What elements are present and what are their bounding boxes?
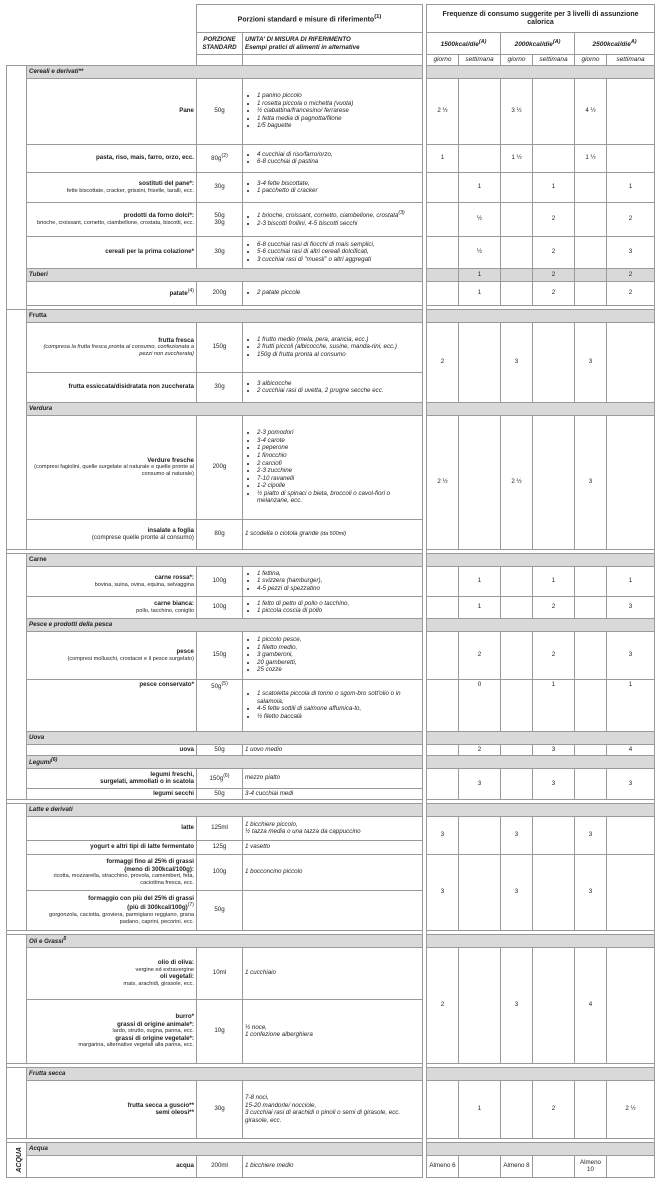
- list-item: • 1 fetta media di pagnotta/filone: [257, 115, 420, 123]
- kcal-2000-header: 2000kcal/die$^{(A)}$: [501, 33, 575, 55]
- freq-cell: 2: [607, 202, 655, 236]
- portions-header: Porzioni standard e misure di riferimento$^{(1)}$: [197, 5, 423, 33]
- freq-cell: 1: [459, 172, 501, 202]
- list-item: • 2 carciofi: [257, 460, 420, 468]
- frequency-header: Frequenze di consumo suggerite per 3 livelli di assunzione calorica: [427, 5, 655, 33]
- examples-acqua: 1 bicchiere medio: [243, 1155, 423, 1177]
- portion-frutta-fresca: 150g: [197, 322, 243, 372]
- examples-pesce-conservato: [243, 679, 423, 731]
- list-item: • 1/5 baguette: [257, 122, 420, 130]
- portion-pasta: $80g^{(2)}$: [197, 144, 243, 172]
- food-legumi-freschi: legumi freschi, surgelati, ammollati o in scatola: [27, 768, 197, 788]
- list-item: • 1 brioche, croissant, cornetto, ciambellone, crostata$^{(3)}$: [257, 210, 420, 220]
- portion-burro: 10g: [197, 999, 243, 1063]
- list-item: • 2 frutti piccoli (albicocche, susine, manda-rini, ecc.): [257, 343, 420, 351]
- portion-frutta-essiccata: 30g: [197, 372, 243, 402]
- portion-column-header: PORZIONE STANDARD: [197, 33, 243, 55]
- examples-sostituti: [243, 172, 423, 202]
- examples-burro: ½ noce, 1 confezione alberghiera: [243, 999, 423, 1063]
- food-olio: olio di oliva: vergine ed extravergine oli vegetali: mais, arachidi, girasole, ecc.: [27, 947, 197, 999]
- freq-cell: 0: [459, 679, 501, 731]
- portion-yogurt: 125g: [197, 840, 243, 854]
- food-carne-bianca: carne bianca: pollo, tacchino, coniglio: [27, 596, 197, 618]
- week-header: settimana: [607, 55, 655, 66]
- day-header: giorno: [427, 55, 459, 66]
- freq-cell: 2: [607, 281, 655, 305]
- food-carne-rossa: carne rossa*: bovina, suina, ovina, equina, selvaggina: [27, 566, 197, 596]
- section-oli: Oli e Grassi$^5$: [27, 934, 423, 947]
- food-yogurt: yogurt e altri tipi di latte fermentato: [27, 840, 197, 854]
- freq-cell: 3: [501, 854, 533, 930]
- freq-cell: 2: [533, 596, 575, 618]
- examples-frutta-fresca: [243, 322, 423, 372]
- food-pasta: pasta, riso, mais, farro, orzo, ecc.: [27, 144, 197, 172]
- portion-pesce-conservato: $50g^{(5)}$: [197, 679, 243, 731]
- group-label-cereals: [7, 65, 27, 309]
- list-item: • 1 frutto medio (mela, pera, arancia, ecc.): [257, 336, 420, 344]
- freq-cell: Almeno 10: [575, 1155, 607, 1177]
- portion-uova: 50g: [197, 744, 243, 755]
- food-formaggi: formaggio con più del 25% di grassi (più di 300kcal/100g)$^{(7)}$ gorgonzola, caciotta, groviera, parmigiano reggiano, grana padano, caprini, pecorini, ecc.: [27, 890, 197, 930]
- examples-verdure: [243, 415, 423, 519]
- freq-cell: 2: [459, 631, 501, 679]
- examples-formaggi-light: 1 bocconcino piccolo: [243, 854, 423, 890]
- portion-formaggi-light: 100g: [197, 854, 243, 890]
- list-item: • 1 piccola coscia di pollo: [257, 607, 420, 615]
- food-latte: latte: [27, 816, 197, 840]
- freq-cell: 3: [575, 415, 607, 549]
- freq-cell: 3: [533, 744, 575, 755]
- group-label-fats: [7, 934, 27, 1063]
- section-frutta-secca: Frutta secca: [27, 1067, 423, 1080]
- section-tuberi: Tuberi: [27, 268, 423, 281]
- examples-olio: 1 cucchiaio: [243, 947, 423, 999]
- freq-cell: 1 ½: [501, 144, 533, 172]
- freq-cell: 1: [459, 281, 501, 305]
- section-pesce: Pesce e prodotti della pesca: [27, 618, 423, 631]
- freq-cell: 2 ½: [427, 78, 459, 144]
- section-carne: Carne: [27, 553, 423, 566]
- group-label-protein: [7, 553, 27, 799]
- section-acqua: Acqua: [27, 1142, 423, 1155]
- freq-cell: 4 ½: [575, 78, 607, 144]
- list-item: • 1 pacchetto di cracker: [257, 187, 420, 195]
- portion-frutta-secca: 30g: [197, 1080, 243, 1138]
- examples-legumi-secchi: 3-4 cucchiai medi: [243, 788, 423, 799]
- freq-cell: 2: [607, 268, 655, 281]
- list-item: • 2-3 biscotti frollini, 4-5 biscotti secchi: [257, 220, 420, 228]
- freq-cell: 3: [533, 768, 575, 799]
- examples-pesce: [243, 631, 423, 679]
- freq-cell: 1: [459, 268, 501, 281]
- list-item: • 20 gamberetti,: [257, 659, 420, 667]
- examples-uova: 1 uovo medio: [243, 744, 423, 755]
- section-legumi: Legumi$^{(6)}$: [27, 755, 423, 768]
- food-pesce-conservato: pesce conservato*: [27, 679, 197, 731]
- list-item: • 3 cucchiai rasi di "muesli" o altri aggregati: [257, 256, 420, 264]
- list-item: • 1 svizzera (hamburger),: [257, 577, 420, 585]
- list-item: • ½ filetto baccalà: [257, 713, 420, 721]
- section-verdura: Verdura: [27, 402, 423, 415]
- examples-legumi-freschi: mezzo piatto: [243, 768, 423, 788]
- freq-cell: 2: [533, 236, 575, 268]
- freq-cell: 2: [427, 322, 459, 402]
- list-item: • 1 panino piccolo: [257, 92, 420, 100]
- list-item: • 6-8 cucchiai rasi di fiocchi di mais semplici,: [257, 241, 420, 249]
- freq-cell: 2: [427, 947, 459, 1063]
- list-item: • 1 peperone: [257, 444, 420, 452]
- day-header: giorno: [575, 55, 607, 66]
- portion-carne-bianca: 100g: [197, 596, 243, 618]
- food-frutta-essiccata: frutta essiccata/disidratata non zuccherata: [27, 372, 197, 402]
- list-item: • 25 cozze: [257, 666, 420, 674]
- list-item: • ½ ciabattina/francesino/ ferrarese: [257, 107, 420, 115]
- freq-cell: 3 ½: [501, 78, 533, 144]
- freq-cell: 3: [501, 947, 533, 1063]
- unit-column-header: UNITA' DI MISURA DI RIFERIMENTO Esempi pratici di alimenti in alternative: [243, 33, 423, 55]
- freq-cell: 3: [575, 816, 607, 854]
- portion-patate: 200g: [197, 281, 243, 305]
- week-header: settimana: [459, 55, 501, 66]
- list-item: • 4-5 fette sottili di salmone affumica-to,: [257, 705, 420, 713]
- food-acqua: acqua: [27, 1155, 197, 1177]
- list-item: • 1 piccolo pesce,: [257, 636, 420, 644]
- freq-cell: 1: [607, 679, 655, 731]
- section-cereali: Cereali e derivati**: [27, 65, 423, 78]
- examples-carne-bianca: [243, 596, 423, 618]
- kcal-1500-header: 1500kcal/die$^{(A)}$: [427, 33, 501, 55]
- freq-cell: 3: [459, 768, 501, 799]
- freq-cell: 1: [459, 1080, 501, 1138]
- freq-cell: 2: [533, 1080, 575, 1138]
- examples-pasta: [243, 144, 423, 172]
- portion-pesce: 150g: [197, 631, 243, 679]
- examples-formaggi: [243, 890, 423, 930]
- list-item: • 4-5 pezzi di spezzatino: [257, 585, 420, 593]
- portion-frequency-table: [6, 4, 655, 1178]
- list-item: • 2-3 zucchine: [257, 467, 420, 475]
- food-verdure: Verdure fresche (compresi fagiolini, quelle surgelate al naturale e quelle pronte al consumo al naturale): [27, 415, 197, 519]
- food-uova: uova: [27, 744, 197, 755]
- list-item: • 5-6 cucchiai rasi di altri cereali dolcificati,: [257, 248, 420, 256]
- food-pane: Pane: [27, 78, 197, 144]
- portion-pane: 50g: [197, 78, 243, 144]
- portion-insalate: 80g: [197, 519, 243, 549]
- freq-cell: ½: [459, 236, 501, 268]
- freq-cell: ½: [459, 202, 501, 236]
- examples-frutta-secca: 7-8 noci, 15-20 mandorle/ nocciole, 3 cucchiai rasi di arachidi o pinoli o semi di girasole, ecc. girasole, ecc.: [243, 1080, 423, 1138]
- list-item: • 150g di frutta pronta al consumo: [257, 351, 420, 359]
- portion-verdure: 200g: [197, 415, 243, 519]
- list-item: • ½ piatto di spinaci o bieta, broccoli o cavol-fiori o melanzane, ecc.: [257, 490, 420, 505]
- freq-cell: 1: [607, 172, 655, 202]
- portion-colazione: 30g: [197, 236, 243, 268]
- list-item: • 3 gamberoni,: [257, 651, 420, 659]
- group-label-water: ACQUA: [7, 1142, 27, 1177]
- day-header: giorno: [501, 55, 533, 66]
- portion-sostituti: 30g: [197, 172, 243, 202]
- list-item: • 7-10 ravanelli: [257, 475, 420, 483]
- portion-latte: 125ml: [197, 816, 243, 840]
- section-latte: Latte e derivati: [27, 803, 423, 816]
- freq-cell: 2: [533, 268, 575, 281]
- list-item: • 2 patate piccole: [257, 289, 420, 297]
- freq-cell: 2 ½: [501, 415, 533, 549]
- freq-cell: 3: [501, 816, 533, 854]
- freq-cell: 3: [607, 631, 655, 679]
- food-forno: prodotti da forno dolci*: brioche, croissant, cornetto, ciambellone, crostata, biscotti, ecc.: [27, 202, 197, 236]
- food-pesce: pesce (compresi molluschi, crostacei e il pesce surgelato): [27, 631, 197, 679]
- freq-cell: Almeno 8: [501, 1155, 533, 1177]
- portion-acqua: 200ml: [197, 1155, 243, 1177]
- list-item: • 1 finocchio: [257, 452, 420, 460]
- list-item: • 1 filetto medio,: [257, 644, 420, 652]
- examples-insalate: 1 scodella o ciotola grande (da 500ml): [243, 519, 423, 549]
- list-item: • 1 fettina,: [257, 570, 420, 578]
- examples-yogurt: 1 vasetto: [243, 840, 423, 854]
- portion-carne-rossa: 100g: [197, 566, 243, 596]
- freq-cell: 3: [427, 854, 459, 930]
- group-label-fruit-veg: [7, 309, 27, 549]
- kcal-2500-header: 2500kcal/die$^{A)}$: [575, 33, 655, 55]
- examples-forno: [243, 202, 423, 236]
- freq-cell: 1 ½: [575, 144, 607, 172]
- food-frutta-fresca: frutta fresca (compresa la frutta fresca pronta al consumo, confezionata a pezzi non zuccherata): [27, 322, 197, 372]
- freq-cell: 3: [427, 816, 459, 854]
- freq-cell: 2: [533, 281, 575, 305]
- freq-cell: Almeno 6: [427, 1155, 459, 1177]
- freq-cell: 2 ½: [427, 415, 459, 549]
- group-label-nuts: [7, 1067, 27, 1138]
- freq-cell: 1: [607, 566, 655, 596]
- food-insalate: insalate a foglia (comprese quelle pronte al consumo): [27, 519, 197, 549]
- freq-cell: 3: [501, 322, 533, 402]
- group-label-dairy: [7, 803, 27, 930]
- list-item: • 1-2 cipolle: [257, 482, 420, 490]
- freq-cell: 4: [607, 744, 655, 755]
- examples-patate: [243, 281, 423, 305]
- food-patate: patate$^{(4)}$: [27, 281, 197, 305]
- freq-cell: 2: [459, 744, 501, 755]
- freq-cell: 1: [427, 144, 459, 172]
- freq-cell: 1: [533, 172, 575, 202]
- freq-cell: 3: [575, 322, 607, 402]
- list-item: • 1 fetto di petto di pollo o tacchino,: [257, 600, 420, 608]
- freq-cell: 3: [607, 236, 655, 268]
- list-item: • 6-8 cucchiai di pastina: [257, 158, 420, 166]
- freq-cell: 4: [575, 947, 607, 1063]
- freq-cell: 1: [459, 566, 501, 596]
- freq-cell: 1: [533, 679, 575, 731]
- list-item: • 2-3 pomodori: [257, 429, 420, 437]
- freq-cell: 1: [459, 596, 501, 618]
- list-item: • 3-4 fette biscottate,: [257, 180, 420, 188]
- list-item: • 3 albicocche: [257, 380, 420, 388]
- examples-latte: 1 bicchiere piccolo, ½ tazza media o una tazza da cappuccino: [243, 816, 423, 840]
- portion-formaggi: 50g: [197, 890, 243, 930]
- food-burro: burro* grassi di origine animale*: lardo, strutto, sugna, panna, ecc. grassi di origine vegetale*: margarina, alternative vegetali alla panna, ecc.: [27, 999, 197, 1063]
- list-item: • 4 cucchiai di riso/farro/orzo,: [257, 151, 420, 159]
- food-formaggi-light: formaggi fino al 25% di grassi (meno di 300kcal/100g): ricotta, mozzarella, stracchino, provola, camembert, feta, caciottina fresca, ecc.: [27, 854, 197, 890]
- list-item: • 1 rosetta piccola o michetta (vuota): [257, 100, 420, 108]
- food-colazione: cereali per la prima colazione*: [27, 236, 197, 268]
- freq-cell: 1: [533, 566, 575, 596]
- food-sostituti: sostituti del pane*: fette biscottate, cracker, grissini, friselle, taralli, ecc.: [27, 172, 197, 202]
- examples-pane: [243, 78, 423, 144]
- portion-legumi-freschi: $150g^{(6)}$: [197, 768, 243, 788]
- portion-forno: 50g 30g: [197, 202, 243, 236]
- food-legumi-secchi: legumi secchi: [27, 788, 197, 799]
- examples-frutta-essiccata: [243, 372, 423, 402]
- list-item: • 3-4 carote: [257, 437, 420, 445]
- section-uova: Uova: [27, 731, 423, 744]
- examples-carne-rossa: [243, 566, 423, 596]
- freq-cell: 3: [575, 854, 607, 930]
- freq-cell: 3: [607, 768, 655, 799]
- portion-olio: 10ml: [197, 947, 243, 999]
- freq-cell: 2: [533, 631, 575, 679]
- freq-cell: 3: [607, 596, 655, 618]
- portion-legumi-secchi: 50g: [197, 788, 243, 799]
- food-frutta-secca: frutta secca a guscio** semi oleosi**: [27, 1080, 197, 1138]
- examples-colazione: [243, 236, 423, 268]
- freq-cell: 2 ½: [607, 1080, 655, 1138]
- section-frutta: Frutta: [27, 309, 423, 322]
- list-item: • 1 scatoletta piccola di tonno o sgom-bro sott'olio o in salamoia,: [257, 690, 420, 705]
- week-header: settimana: [533, 55, 575, 66]
- list-item: • 2 cucchiai rasi di uvetta, 2 prugne secche ecc.: [257, 387, 420, 395]
- freq-cell: 2: [533, 202, 575, 236]
